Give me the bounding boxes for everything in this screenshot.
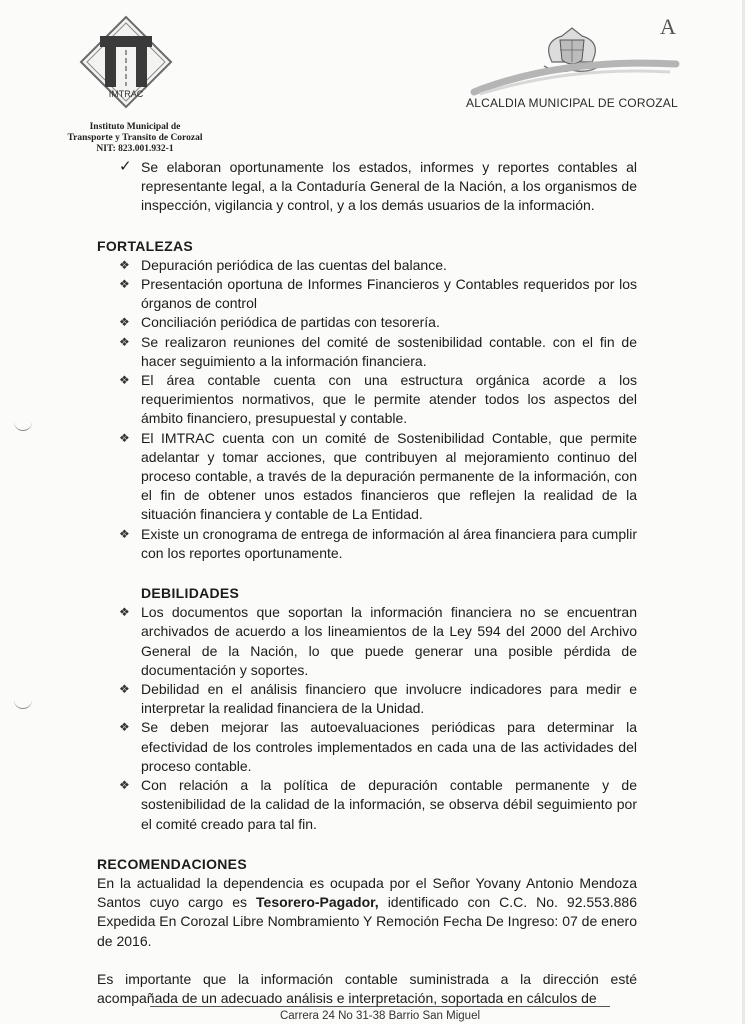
recomendaciones-paragraph: Es importante que la información contable suministrada a la dirección esté acompañada de un adecuado análisis e interpretación, soportada en cálculos de — [97, 970, 637, 1006]
recomendaciones-paragraph — [97, 874, 637, 951]
list-item-text: Se realizaron reuniones del comité de sostenibilidad contable. con el fin de hacer seguimiento a la información financiera. — [141, 333, 637, 369]
punch-hole — [14, 420, 32, 431]
list-item-text: Debilidad en el análisis financiero que involucre indicadores para medir e interpretar la realidad financiera de la Unidad. — [141, 681, 637, 717]
list-item-text: El IMTRAC cuenta con un comité de Sostenibilidad Contable, que permite adelantar y tomar acciones, que contribuyen al mejoramiento continuo del proceso contable, a través de la depuración permanente de la información, con el fin de obtener unos estados financieros que reflejen la realidad de la situación financiera y contable de La Entidad. — [141, 429, 637, 523]
bullet-icon: ❖ — [119, 682, 130, 697]
bullet-icon: ❖ — [119, 373, 130, 388]
list-item — [97, 603, 637, 680]
punch-hole — [14, 698, 32, 709]
bullet-icon: ❖ — [119, 257, 130, 272]
list-item-text: El área contable cuenta con una estructura orgánica acorde a los requerimientos normativos, que le permite atender todos los aspectos del ámbito financiero, presupuestal y contable. — [141, 372, 637, 427]
list-item — [97, 525, 637, 563]
page-mark: A — [660, 14, 676, 39]
bullet-icon: ❖ — [119, 526, 130, 541]
list-item-text: Conciliación periódica de partidas con tesorería. — [141, 314, 440, 331]
list-item — [97, 333, 637, 371]
list-item-text: Se deben mejorar las autoevaluaciones periódicas para determinar la efectividad de los controles implementados en cada una de las actividades del proceso contable. — [141, 719, 637, 774]
list-item — [97, 718, 637, 776]
list-item — [97, 371, 637, 429]
list-item — [97, 776, 637, 834]
bullet-icon: ❖ — [119, 334, 130, 349]
org-caption — [40, 122, 230, 155]
imtrac-logo — [78, 14, 174, 110]
bullet-icon: ❖ — [119, 605, 130, 620]
list-item-text: Presentación oportuna de Informes Financieros y Contables requeridos por los órganos de control — [141, 276, 637, 312]
list-item — [97, 256, 637, 275]
section-heading-fortalezas: FORTALEZAS — [97, 237, 194, 254]
document-body — [97, 158, 637, 1008]
list-item-text: Con relación a la política de depuración contable permanente y de sostenibilidad de la calidad de la información, se observa débil seguimiento por el comité creado para tal fin. — [141, 777, 637, 832]
list-item-text: Depuración periódica de las cuentas del balance. — [141, 256, 447, 273]
intro-item — [97, 158, 637, 216]
logo-text: IMTRAC — [108, 89, 144, 99]
list-item — [97, 429, 637, 525]
section-heading-debilidades: DEBILIDADES — [141, 585, 240, 602]
footer-address: Carrera 24 No 31-38 Barrio San Miguel — [150, 1006, 610, 1022]
list-item-text: Los documentos que soportan la información financiera no se encuentran archivados de acuerdo a los lineamientos de la Ley 594 del 2000 del Archivo General de la Nación, lo que puede generar una posible pérdida de documentación y soportes. — [141, 604, 637, 678]
bullet-icon: ❖ — [119, 277, 130, 292]
list-item — [97, 313, 637, 332]
list-item-text: Existe un cronograma de entrega de información al área financiera para cumplir con los reportes oportunamente. — [141, 525, 637, 561]
swoosh-decoration — [470, 56, 680, 96]
paragraph-text: En la actualidad la dependencia es ocupada por el Señor Yovany Antonio Mendoza Santos cuyo cargo es — [97, 874, 637, 911]
list-item — [97, 680, 637, 718]
paragraph-bold-text: Tesorero-Pagador, — [256, 894, 379, 911]
bullet-icon: ❖ — [119, 778, 130, 793]
checkmark-icon: ✓ — [119, 158, 132, 175]
bullet-icon: ❖ — [119, 315, 130, 330]
org-nit: NIT: 823.001.932-1 — [96, 144, 174, 154]
section-heading-recomendaciones: RECOMENDACIONES — [97, 855, 247, 872]
intro-text: Se elaboran oportunamente los estados, informes y reportes contables al representante legal, a la Contaduría General de la Nación, a los organismos de inspección, vigilancia y control, y a los demás usuarios de la información. — [141, 159, 637, 214]
org-caption-line: Instituto Municipal de — [89, 122, 181, 132]
bullet-icon: ❖ — [119, 720, 130, 735]
bullet-icon: ❖ — [119, 430, 130, 445]
paragraph-text: identificado con C.C. No. 92.553.886 Expedida En Corozal Libre Nombramiento Y Remoción Fecha De Ingreso: 07 de enero de 2016. — [97, 894, 637, 949]
alcaldia-title: ALCALDIA MUNICIPAL DE COROZAL — [466, 96, 678, 110]
list-item — [97, 275, 637, 313]
org-caption-line: Transporte y Transito de Corozal — [67, 133, 203, 143]
